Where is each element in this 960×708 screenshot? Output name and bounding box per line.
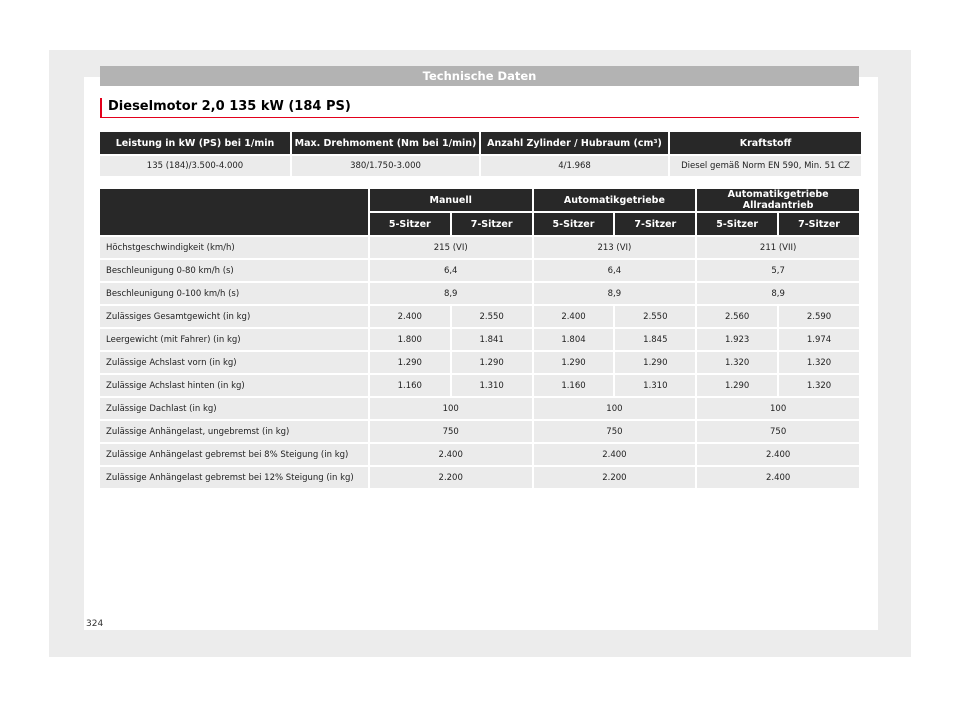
table-cell: 8,9 [697, 283, 859, 304]
table-cell: 1.974 [779, 329, 859, 350]
table-cell: 1.310 [452, 375, 532, 396]
table-row [100, 306, 859, 327]
table-cell: 750 [534, 421, 696, 442]
table-cell: 6,4 [534, 260, 696, 281]
table-cell: 2.550 [615, 306, 695, 327]
table-cell: 213 (VI) [534, 237, 696, 258]
table-cell: 6,4 [370, 260, 532, 281]
table-cell: 1.290 [697, 375, 777, 396]
table-cell: 1.923 [697, 329, 777, 350]
engine-cell-power: 135 (184)/3.500-4.000 [100, 156, 290, 176]
spec-group-header: Automatikgetriebe Allradantrieb [697, 189, 859, 211]
table-cell: 1.800 [370, 329, 450, 350]
table-cell: 100 [370, 398, 532, 419]
engine-cell-fuel: Diesel gemäß Norm EN 590, Min. 51 CZ [670, 156, 861, 176]
table-cell: 1.841 [452, 329, 532, 350]
spec-subheader: 7-Sitzer [452, 213, 532, 235]
table-row [100, 352, 859, 373]
spec-group-header: Automatikgetriebe [534, 189, 696, 211]
row-label: Leergewicht (mit Fahrer) (in kg) [100, 329, 368, 350]
engine-header-cylinders: Anzahl Zylinder / Hubraum (cm³) [481, 132, 668, 154]
row-label: Beschleunigung 0-80 km/h (s) [100, 260, 368, 281]
spec-header-corner [100, 189, 368, 235]
table-cell: 1.290 [534, 352, 614, 373]
table-cell: 2.400 [534, 444, 696, 465]
table-cell: 750 [697, 421, 859, 442]
table-cell: 1.320 [779, 352, 859, 373]
table-row [100, 260, 859, 281]
table-row [100, 398, 859, 419]
table-row [100, 444, 859, 465]
row-label: Zulässige Dachlast (in kg) [100, 398, 368, 419]
table-cell: 1.320 [697, 352, 777, 373]
engine-table [98, 130, 863, 178]
engine-header-torque: Max. Drehmoment (Nm bei 1/min) [292, 132, 479, 154]
table-cell: 211 (VII) [697, 237, 859, 258]
row-label: Zulässige Anhängelast, ungebremst (in kg) [100, 421, 368, 442]
table-row [100, 283, 859, 304]
table-row [100, 421, 859, 442]
row-label: Zulässige Anhängelast gebremst bei 8% Steigung (in kg) [100, 444, 368, 465]
row-label: Beschleunigung 0-100 km/h (s) [100, 283, 368, 304]
table-cell: 1.310 [615, 375, 695, 396]
table-cell: 1.160 [370, 375, 450, 396]
table-cell: 2.400 [370, 306, 450, 327]
table-cell: 1.845 [615, 329, 695, 350]
table-row [100, 375, 859, 396]
table-cell: 1.290 [615, 352, 695, 373]
engine-cell-torque: 380/1.750-3.000 [292, 156, 479, 176]
table-cell: 1.290 [452, 352, 532, 373]
row-label: Zulässiges Gesamtgewicht (in kg) [100, 306, 368, 327]
engine-header-power: Leistung in kW (PS) bei 1/min [100, 132, 290, 154]
table-cell: 1.160 [534, 375, 614, 396]
table-cell: 2.590 [779, 306, 859, 327]
table-cell: 100 [697, 398, 859, 419]
table-cell: 1.290 [370, 352, 450, 373]
spec-subheader: 5-Sitzer [697, 213, 777, 235]
table-cell: 100 [534, 398, 696, 419]
table-cell: 2.400 [370, 444, 532, 465]
table-cell: 1.804 [534, 329, 614, 350]
chapter-header: Technische Daten [100, 66, 859, 86]
table-cell: 2.400 [697, 467, 859, 488]
spec-subheader: 5-Sitzer [534, 213, 614, 235]
engine-header-fuel: Kraftstoff [670, 132, 861, 154]
table-cell: 215 (VI) [370, 237, 532, 258]
section-title: Dieselmotor 2,0 135 kW (184 PS) [100, 98, 859, 118]
table-cell: 1.320 [779, 375, 859, 396]
table-cell: 2.550 [452, 306, 532, 327]
row-label: Zulässige Achslast hinten (in kg) [100, 375, 368, 396]
table-cell: 8,9 [534, 283, 696, 304]
spec-subheader: 5-Sitzer [370, 213, 450, 235]
spec-subheader: 7-Sitzer [615, 213, 695, 235]
spec-group-header: Manuell [370, 189, 532, 211]
table-row [100, 467, 859, 488]
table-cell: 2.560 [697, 306, 777, 327]
table-cell: 2.400 [697, 444, 859, 465]
table-cell: 750 [370, 421, 532, 442]
row-label: Höchstgeschwindigkeit (km/h) [100, 237, 368, 258]
table-cell: 2.200 [370, 467, 532, 488]
row-label: Zulässige Achslast vorn (in kg) [100, 352, 368, 373]
table-cell: 8,9 [370, 283, 532, 304]
table-row [100, 237, 859, 258]
spec-table [98, 187, 861, 490]
table-cell: 2.200 [534, 467, 696, 488]
engine-cell-cylinders: 4/1.968 [481, 156, 668, 176]
page-number: 324 [86, 619, 104, 629]
table-row [100, 329, 859, 350]
spec-subheader: 7-Sitzer [779, 213, 859, 235]
row-label: Zulässige Anhängelast gebremst bei 12% Steigung (in kg) [100, 467, 368, 488]
table-cell: 2.400 [534, 306, 614, 327]
table-cell: 5,7 [697, 260, 859, 281]
